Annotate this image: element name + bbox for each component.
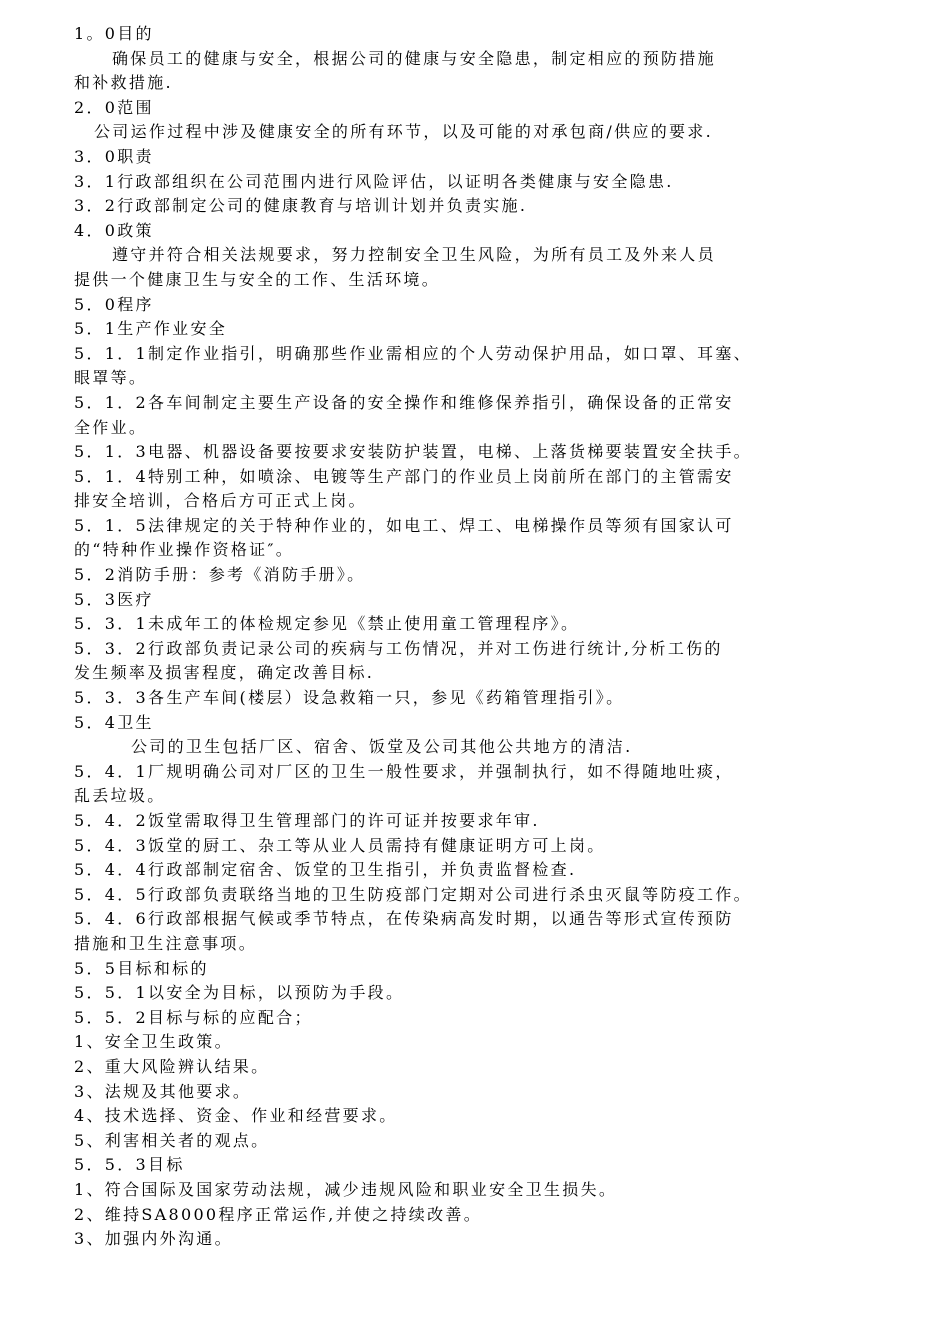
text-line: 5．4．3饭堂的厨工、杂工等从业人员需持有健康证明方可上岗。 — [74, 835, 606, 855]
text-line: 5．0程序 — [74, 294, 154, 314]
text-line: 5．3．3各生产车间(楼层）设急救箱一只，参见《药箱管理指引》。 — [74, 688, 625, 708]
text-line: 5．3．1未成年工的体检规定参见《禁止使用童工管理程序》。 — [74, 614, 580, 634]
document-body — [74, 22, 886, 1252]
text-line: 5．4．4行政部制定宿舍、饭堂的卫生指引，并负责监督检查. — [74, 860, 577, 880]
text-line: 措施和卫生注意事项。 — [74, 933, 258, 953]
text-line: 2．0范围 — [74, 97, 154, 117]
text-line: 5．1．5法律规定的关于特种作业的，如电工、焊工、电梯操作员等须有国家认可 — [74, 515, 734, 535]
text-line: 5．1生产作业安全 — [74, 319, 228, 339]
text-line: 5．5目标和标的 — [74, 958, 209, 978]
text-line: 5．1．4特别工种，如喷涂、电镀等生产部门的作业员上岗前所在部门的主管需安 — [74, 466, 734, 486]
text-line: 5．3．2行政部负责记录公司的疾病与工伤情况，并对工伤进行统计,分析工伤的 — [74, 638, 723, 658]
text-line: 1。0目的 — [74, 24, 154, 43]
text-line: 5．4．2饭堂需取得卫生管理部门的许可证并按要求年审. — [74, 811, 540, 830]
text-line: 全作业。 — [74, 417, 148, 437]
text-line: 提供一个健康卫生与安全的工作、生活环境。 — [74, 269, 441, 289]
text-line: 5．4卫生 — [74, 712, 154, 732]
text-line: 公司运作过程中涉及健康安全的所有环节，以及可能的对承包商/供应的要求. — [94, 122, 713, 142]
text-line: 5．1．2各车间制定主要生产设备的安全操作和维修保养指引，确保设备的正常安 — [74, 392, 734, 412]
text-line: 5、利害相关者的观点。 — [74, 1130, 270, 1150]
text-line: 4、技术选择、资金、作业和经营要求。 — [74, 1106, 398, 1126]
text-line: 遵守并符合相关法规要求，努力控制安全卫生风险，为所有员工及外来人员 — [112, 245, 716, 265]
text-line: 排安全培训，合格后方可正式上岗。 — [74, 491, 367, 511]
text-line: 5．5．3目标 — [74, 1155, 185, 1175]
text-line: 3、法规及其他要求。 — [74, 1081, 252, 1101]
text-line: 1、安全卫生政策。 — [74, 1032, 233, 1052]
text-line: 公司的卫生包括厂区、宿舍、饭堂及公司其他公共地方的清洁. — [131, 737, 633, 757]
text-line: 的“特种作业操作资格证″。 — [74, 540, 295, 560]
text-line: 5．4．6行政部根据气候或季节特点，在传染病高发时期，以通告等形式宣传预防 — [74, 909, 734, 929]
text-line: 确保员工的健康与安全，根据公司的健康与安全隐患，制定相应的预防措施 — [112, 48, 716, 68]
text-line: 3．0职责 — [74, 146, 154, 166]
text-line: 3、加强内外沟通。 — [74, 1229, 233, 1249]
text-line: 和补救措施. — [74, 73, 173, 93]
text-line: 3．1行政部组织在公司范围内进行风险评估，以证明各类健康与安全隐患. — [74, 171, 674, 191]
text-line: 2、重大风险辨认结果。 — [74, 1056, 270, 1076]
text-line: 5．4．5行政部负责联络当地的卫生防疫部门定期对公司进行杀虫灭鼠等防疫工作。 — [74, 884, 752, 904]
text-line: 5．1．3电器、机器设备要按要求安装防护装置，电梯、上落货梯要装置安全扶手。 — [74, 442, 752, 462]
text-line: 乱丢垃圾。 — [74, 786, 166, 806]
text-line: 5．4．1厂规明确公司对厂区的卫生一般性要求，并强制执行，如不得随地吐痰， — [74, 761, 734, 781]
text-line: 1、符合国际及国家劳动法规，减少违规风险和职业安全卫生损失。 — [74, 1179, 618, 1199]
text-line: 4．0政策 — [74, 220, 154, 240]
text-line: 2、维持SA8000程序正常运作,并使之持续改善。 — [74, 1204, 483, 1224]
text-line: 5．1．1制定作业指引，明确那些作业需相应的个人劳动保护用品，如口罩、耳塞、 — [74, 343, 752, 363]
text-line: 发生频率及损害程度，确定改善目标. — [74, 663, 375, 683]
text-line: 5．3医疗 — [74, 589, 154, 609]
text-line: 5．5．2目标与标的应配合； — [74, 1007, 313, 1027]
text-line: 眼罩等。 — [74, 368, 148, 388]
text-line: 3．2行政部制定公司的健康教育与培训计划并负责实施. — [74, 196, 528, 216]
text-line: 5．5．1以安全为目标，以预防为手段。 — [74, 983, 405, 1003]
text-line: 5．2消防手册：参考《消防手册》。 — [74, 565, 366, 585]
